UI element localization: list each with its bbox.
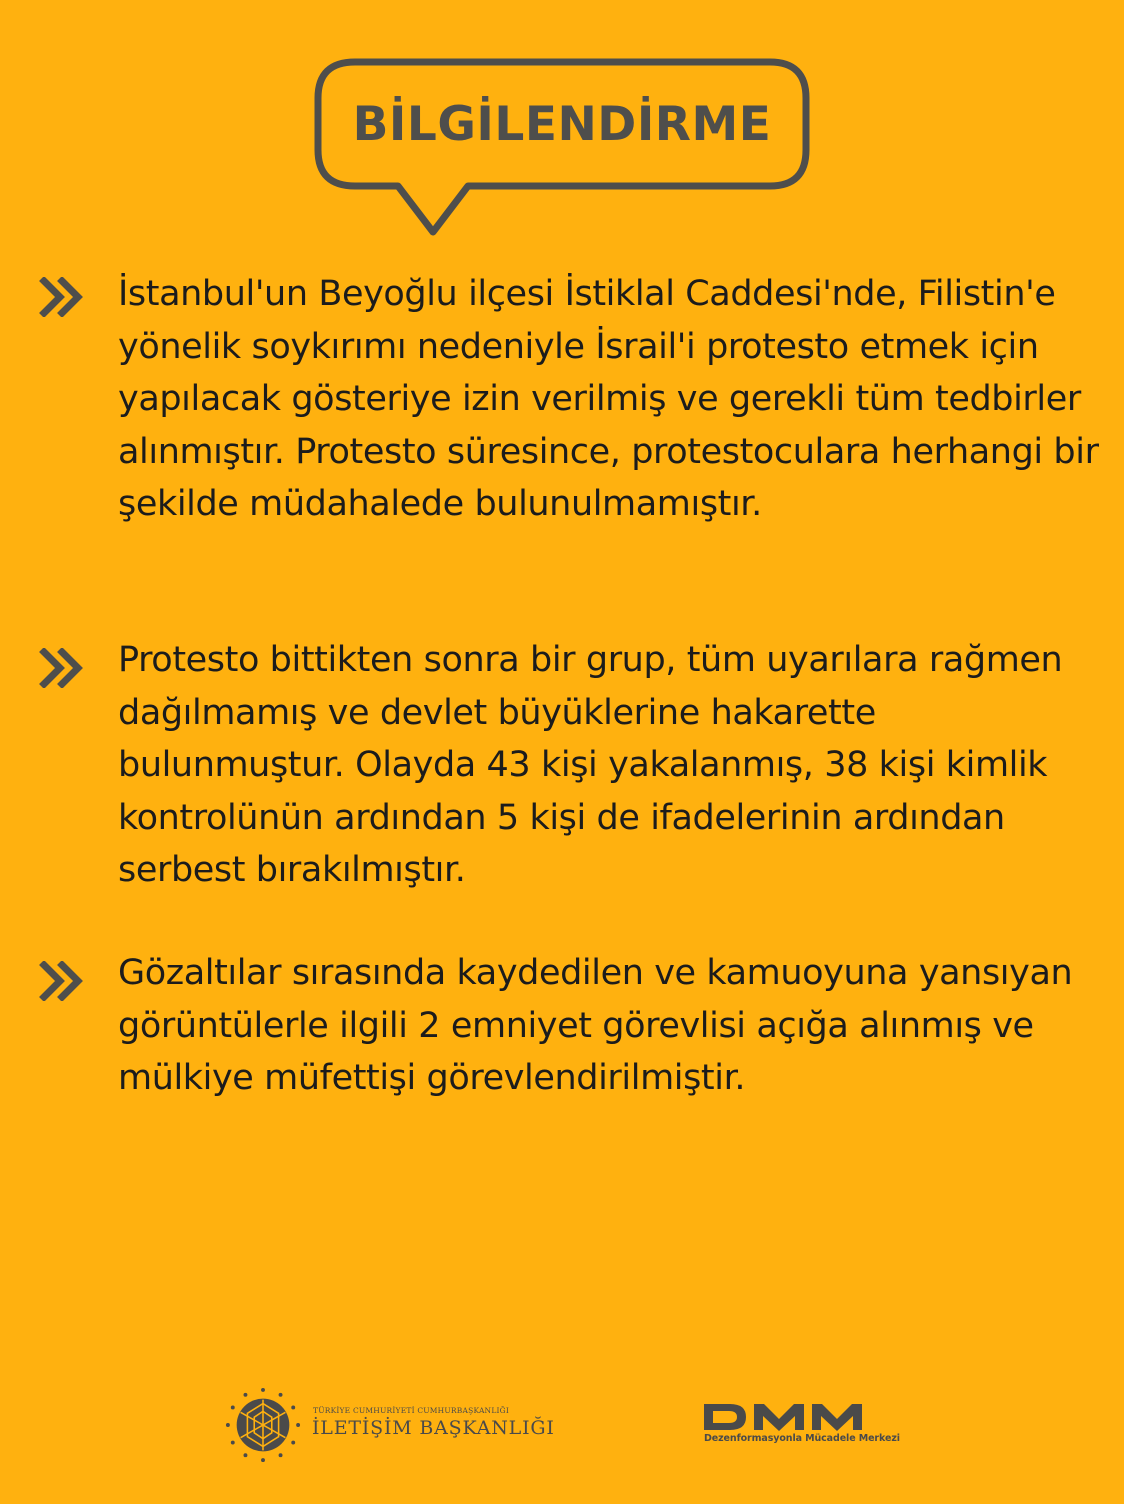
title-bubble bbox=[0, 0, 1124, 250]
iletisim-small-text: TÜRKİYE CUMHURİYETİ CUMHURBAŞKANLIĞI bbox=[313, 1406, 510, 1415]
double-chevron-right-icon bbox=[38, 648, 88, 688]
double-chevron-right-icon bbox=[38, 961, 88, 1001]
page-title: BİLGİLENDİRME bbox=[352, 96, 772, 152]
presidency-emblem-icon bbox=[224, 1386, 302, 1464]
item-text: Gözaltılar sırasında kaydedilen ve kamuoyuna yansıyan görüntülerle ilgili 2 emniyet görevlisi açığa alınmış ve mülkiye müfettişi görevlendirilmiştir. bbox=[118, 953, 1073, 1098]
footer bbox=[0, 1380, 1124, 1480]
iletisim-logo-text: İLETİŞİM BAŞKANLIĞI bbox=[312, 1417, 555, 1439]
item-text: Protesto bittikten sonra bir grup, tüm uyarılara rağmen dağılmamış ve devlet büyüklerine hakarette bulunmuştur. Olayda 43 kişi yakalanmış, 38 kişi kimlik kontrolünün ardından 5 kişi de ifadelerinin ardından serbest bırakılmıştır. bbox=[118, 640, 1063, 890]
dmm-subtitle: Dezenformasyonla Mücadele Merkezi bbox=[704, 1433, 900, 1444]
item-text: İstanbul'un Beyoğlu ilçesi İstiklal Caddesi'nde, Filistin'e yönelik soykırımı nedeniyle İsrail'i protesto etmek için yapılacak gösteriye izin verilmiş ve gerekli tüm tedbirler alınmıştır. Protesto süresince, protestoculara herhangi bir şekilde müdahalede bulunulmamıştır. bbox=[118, 274, 1099, 524]
dmm-logo bbox=[702, 1402, 864, 1432]
double-chevron-right-icon bbox=[38, 277, 88, 317]
